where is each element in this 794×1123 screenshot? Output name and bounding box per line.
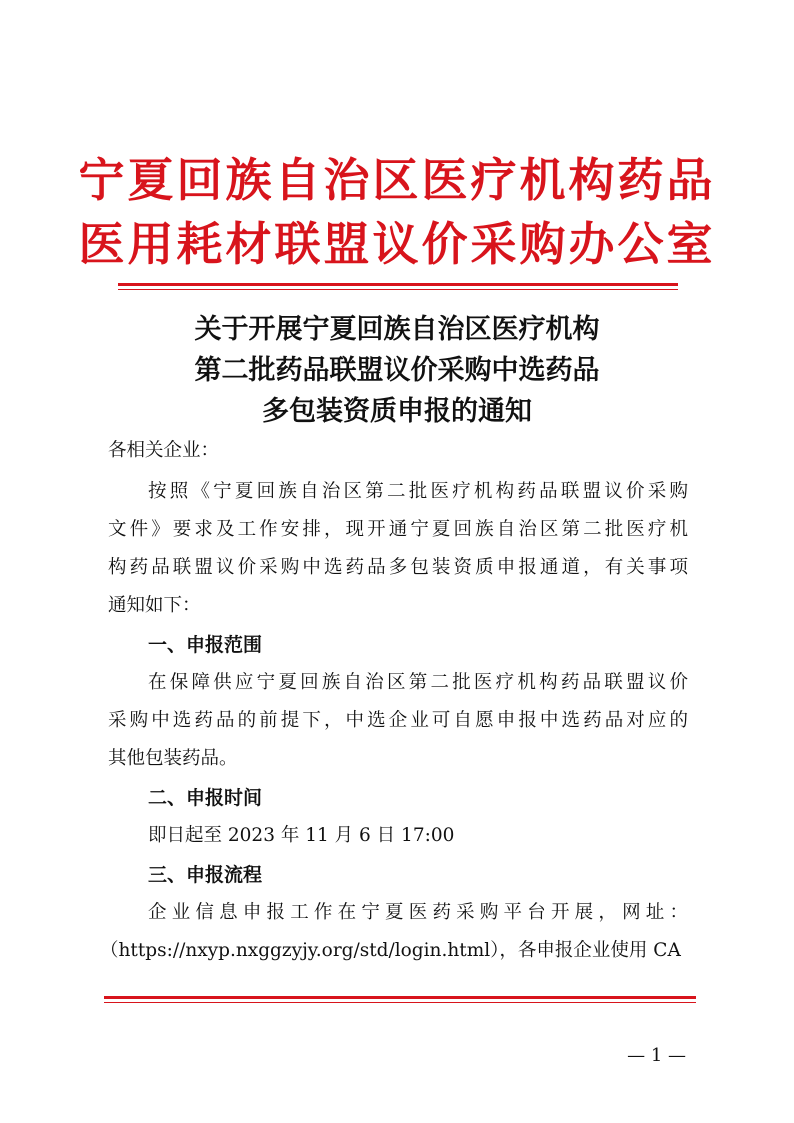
intro-line-2: 文件》要求及工作安排，现开通宁夏回族自治区第二批医疗机 — [108, 519, 688, 540]
document-title-line-1: 关于开展宁夏回族自治区医疗机构 — [194, 314, 600, 345]
document-title-line-3: 多包装资质申报的通知 — [262, 396, 532, 427]
section-heading-process: 三、申报流程 — [148, 864, 263, 886]
document-title-line-2: 第二批药品联盟议价采购中选药品 — [194, 355, 600, 386]
intro-line-1: 按照《宁夏回族自治区第二批医疗机构药品联盟议价采购 — [148, 481, 688, 502]
salutation: 各相关企业： — [108, 440, 220, 461]
section-process-line-2: （https://nxyp.nxggzyjy.org/std/login.html），各申报企业使用 CA — [100, 940, 681, 961]
letterhead-rule-thin — [118, 289, 678, 290]
footer-rule-thick — [104, 996, 696, 999]
page-number: — 1 — — [627, 1045, 686, 1066]
section-heading-time: 二、申报时间 — [148, 787, 263, 809]
footer-rule-thin — [104, 1002, 696, 1003]
letterhead-line-2: 医用耗材联盟议价采购办公室 — [78, 217, 716, 271]
section-scope-line-3: 其他包装药品。 — [108, 748, 238, 769]
section-scope-line-2: 采购中选药品的前提下，中选企业可自愿申报中选药品对应的 — [108, 710, 688, 731]
intro-line-4: 通知如下： — [108, 595, 201, 616]
section-process-line-1: 企业信息申报工作在宁夏医药采购平台开展，网址： — [148, 902, 688, 923]
section-scope-line-1: 在保障供应宁夏回族自治区第二批医疗机构药品联盟议价 — [148, 672, 688, 693]
section-time-line-1: 即日起至 2023 年 11 月 6 日 17:00 — [148, 825, 455, 846]
letterhead-line-1: 宁夏回族自治区医疗机构药品 — [78, 153, 716, 207]
intro-line-3: 构药品联盟议价采购中选药品多包装资质申报通道，有关事项 — [108, 557, 688, 578]
section-heading-scope: 一、申报范围 — [148, 634, 263, 656]
letterhead-rule-thick — [118, 283, 678, 286]
